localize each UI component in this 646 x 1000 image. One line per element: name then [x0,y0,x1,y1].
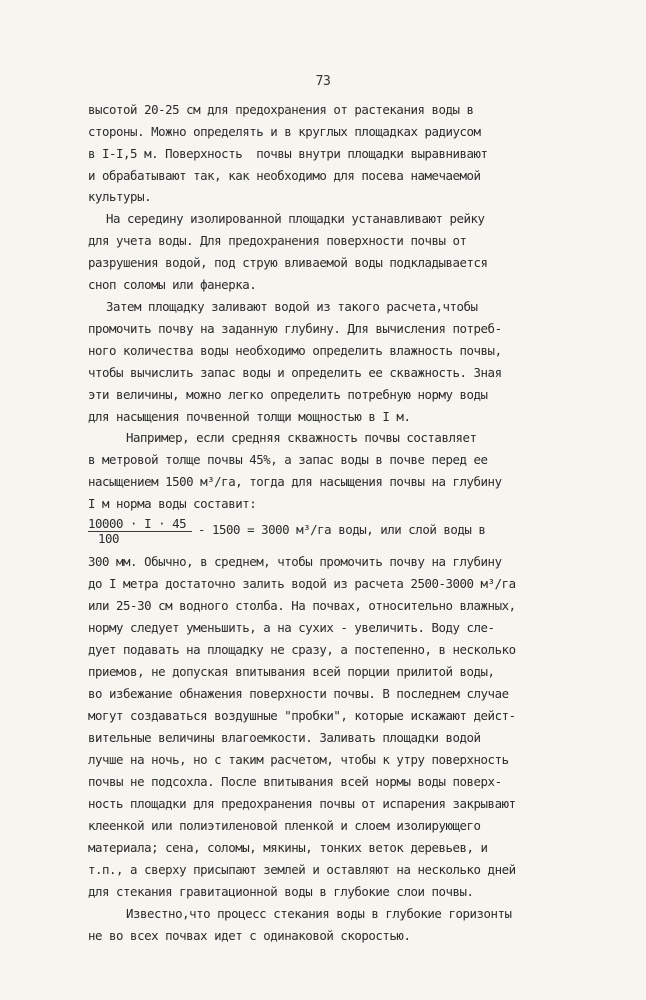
text-line: насыщением 1500 м³/га, тогда для насыщения почвы на глубину [88,474,502,489]
text-line: до I метра достаточно залить водой из расчета 2500-3000 м³/га [88,576,516,591]
text-line: в метровой толще почвы 45%, а запас воды в почве перед ее [88,452,488,467]
text-line: и обрабатывают так, как необходимо для посева намечаемой [88,168,481,183]
text-line: сноп соломы или фанерка. [88,277,257,292]
fraction [88,516,196,546]
text-line: чтобы вычислить запас воды и определить ее скважность. Зная [88,365,502,380]
text-line: клеенкой или полиэтиленовой пленкой и слоем изолирующего [88,818,481,833]
fraction-numerator: 10000 · I · 45 [88,516,187,531]
text-line: для учета воды. Для предохранения поверхности почвы от [88,233,467,248]
text-line: норму следует уменьшить, а на сухих - увеличить. Воду сле- [88,620,495,635]
text-line: для стекания гравитационной воды в глубокие слои почвы. [88,884,474,899]
text-line: высотой 20-25 см для предохранения от растекания воды в [88,102,474,117]
text-line: ность площадки для предохранения почвы от испарения закрывают [88,796,516,811]
text-line: могут создаваться воздушные "пробки", которые искажают дейст- [88,708,516,723]
text-line: промочить почву на заданную глубину. Для вычисления потреб- [88,321,502,336]
text-line: Затем площадку заливают водой из такого расчета,чтобы [106,299,478,314]
text-line: I м норма воды составит: [88,496,257,511]
text-line: На середину изолированной площадки устанавливают рейку [106,211,485,226]
fraction-denominator: 100 [98,531,120,546]
text-line: культуры. [88,189,152,204]
text-line: в I-I,5 м. Поверхность почвы внутри площадки выравнивают [88,146,488,161]
text-line: материала; сена, соломы, мякины, тонких веток деревьев, и [88,840,488,855]
text-line: лучше на ночь, но с таким расчетом, чтобы к утру поверхность [88,752,509,767]
text-line: Известно,что процесс стекания воды в глубокие горизонты [126,906,512,921]
text-line: т.п., а сверху присыпают землей и оставляют на несколько дней [88,862,516,877]
text-line: почвы не подсохла. После впитывания всей нормы воды поверх- [88,774,502,789]
text-line: во избежание обнажения поверхности почвы. В последнем случае [88,686,509,701]
text-line: приемов, не допуская впитывания всей порции прилитой воды, [88,664,495,679]
text-line: ного количества воды необходимо определить влажность почвы, [88,343,502,358]
text-line: вительные величины влагоемкости. Заливать площадки водой [88,730,481,745]
text-line: разрушения водой, под струю вливаемой воды подкладывается [88,255,488,270]
text-line: или 25-30 см водного столба. На почвах, относительно влажных, [88,598,516,613]
text-line: стороны. Можно определять и в круглых площадках радиусом [88,124,481,139]
formula [88,516,628,546]
text-line: эти величины, можно легко определить потребную норму воды [88,387,488,402]
text-line: дует подавать на площадку не сразу, а постепенно, в несколько [88,642,516,657]
text-line: 300 мм. Обычно, в среднем, чтобы промочить почву на глубину [88,554,502,569]
page-number: 73 [315,74,331,89]
text-line: не во всех почвах идет с одинаковой скоростью. [88,928,411,943]
text-line: для насыщения почвенной толщи мощностью в I м. [88,409,411,424]
text-line: Например, если средняя скважность почвы составляет [126,430,477,445]
formula-result: - 1500 = 3000 м³/га воды, или слой воды в [198,522,486,537]
